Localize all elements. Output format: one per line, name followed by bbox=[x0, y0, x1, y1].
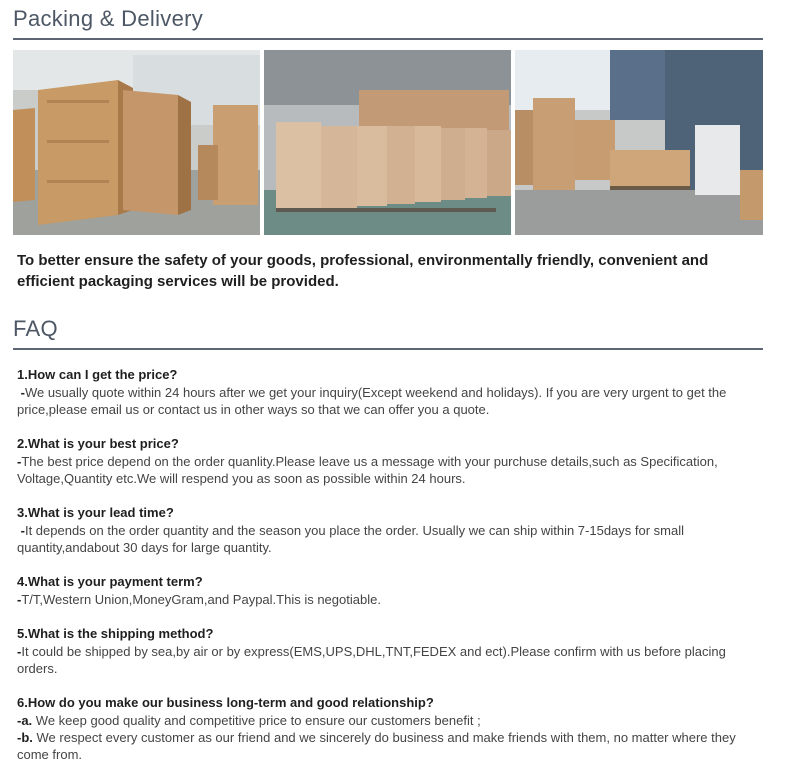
faq-title: FAQ bbox=[13, 316, 58, 341]
faq-answer bbox=[17, 522, 762, 556]
faq-question: 6.How do you make our business long-term and good relationship? bbox=[17, 695, 434, 710]
answer-text: We usually quote within 24 hours after we get your inquiry(Except weekend and holidays). If you are very urgent to get the price,please email us or contact us in other ways so that we can offer you a quote. bbox=[17, 385, 727, 417]
answer-text: The best price depend on the order quanlity.Please leave us a message with your purchuse details,such as Specification, Voltage,Quantity etc.We will respend you as soon as possible within 24 hours. bbox=[17, 454, 718, 486]
faq-answer bbox=[17, 712, 762, 729]
packing-delivery-title: Packing & Delivery bbox=[13, 6, 204, 31]
faq-answer bbox=[17, 729, 762, 763]
packaging-intro-text: To better ensure the safety of your goods, professional, environmentally friendly, convenient and efficient packaging services will be provided. bbox=[17, 252, 709, 290]
cartons-warehouse-photo bbox=[264, 50, 511, 235]
answer-text: It depends on the order quantity and the season you place the order. Usually we can ship within 7-15days for small quantity,andabout 30 days for large quantity. bbox=[17, 523, 685, 555]
faq-list bbox=[17, 366, 762, 780]
wooden-crates-warehouse-photo bbox=[13, 50, 260, 235]
answer-prefix: - bbox=[17, 644, 22, 659]
section-divider bbox=[13, 348, 763, 350]
answer-prefix: - bbox=[17, 592, 22, 607]
faq-answer bbox=[17, 384, 762, 418]
answer-prefix: - bbox=[17, 385, 25, 400]
faq-answer bbox=[17, 643, 762, 677]
packing-photos bbox=[13, 50, 763, 235]
faq-question: 2.What is your best price? bbox=[17, 436, 179, 451]
loading-dock-container-photo bbox=[515, 50, 763, 235]
answer-prefix: -a. bbox=[17, 713, 33, 728]
faq-item-payment-term bbox=[17, 573, 762, 608]
faq-question: 5.What is the shipping method? bbox=[17, 626, 214, 641]
answer-prefix: - bbox=[17, 454, 22, 469]
faq-item-price bbox=[17, 366, 762, 418]
faq-question: 4.What is your payment term? bbox=[17, 574, 203, 589]
answer-text: We respect every customer as our friend and we sincerely do business and make friends with them, no matter where they come from. bbox=[17, 730, 736, 762]
faq-item-relationship bbox=[17, 694, 762, 763]
faq-item-lead-time bbox=[17, 504, 762, 556]
faq-answer bbox=[17, 453, 762, 487]
faq-answer bbox=[17, 591, 762, 608]
answer-prefix: - bbox=[17, 523, 25, 538]
answer-text: We keep good quality and competitive price to ensure our customers benefit ; bbox=[32, 713, 481, 728]
answer-text: It could be shipped by sea,by air or by express(EMS,UPS,DHL,TNT,FEDEX and ect).Please confirm with us before placing orders. bbox=[17, 644, 726, 676]
answer-text: T/T,Western Union,MoneyGram,and Paypal.This is negotiable. bbox=[21, 592, 381, 607]
faq-item-best-price bbox=[17, 435, 762, 487]
faq-question: 1.How can I get the price? bbox=[17, 367, 178, 382]
faq-question: 3.What is your lead time? bbox=[17, 505, 174, 520]
faq-item-shipping-method bbox=[17, 625, 762, 677]
answer-prefix: -b. bbox=[17, 730, 33, 745]
section-divider bbox=[13, 38, 763, 40]
